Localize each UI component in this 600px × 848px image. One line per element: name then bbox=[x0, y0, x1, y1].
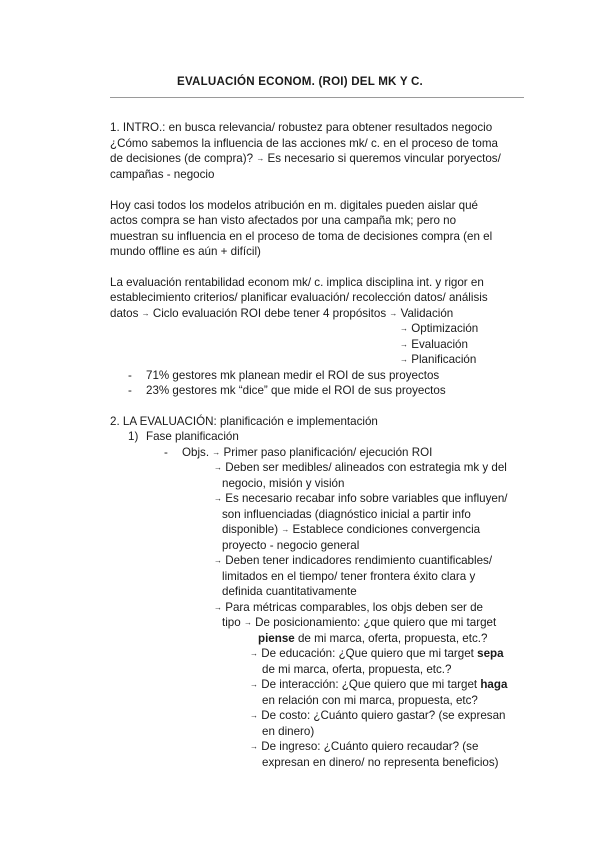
bullet-dash: - bbox=[164, 446, 168, 459]
objective-3-line-1 bbox=[214, 553, 492, 569]
type-1-bold-word: piense bbox=[258, 632, 295, 645]
type-4-line-2: en dinero) bbox=[262, 725, 315, 738]
arrow-icon: → bbox=[214, 463, 222, 472]
objective-2-line-1 bbox=[214, 491, 508, 507]
objective-4-text: Para métricas comparables, los objs deben ser de bbox=[225, 601, 484, 614]
p2-line-1: Hoy casi todos los modelos atribución en m. digitales pueden aislar qué bbox=[110, 199, 478, 212]
purpose-item bbox=[400, 321, 478, 337]
title-divider bbox=[110, 97, 524, 98]
arrow-icon: → bbox=[281, 525, 290, 534]
objective-2-line-3 bbox=[222, 522, 480, 538]
intro-line-4: campañas - negocio bbox=[110, 168, 215, 181]
type-2-text: De educación: ¿Que quiero que mi target bbox=[261, 647, 478, 660]
type-2-line-1 bbox=[250, 646, 504, 662]
type-3-bold-word: haga bbox=[480, 678, 508, 691]
objective-2-line-4: proyecto - negocio general bbox=[222, 539, 360, 552]
list-number: 1) bbox=[128, 430, 139, 443]
arrow-icon: → bbox=[214, 494, 222, 503]
arrow-icon: → bbox=[400, 324, 408, 333]
type-3-line-2: en relación con mi marca, propuesta, etc? bbox=[262, 694, 478, 707]
type-2-line-2: de mi marca, oferta, propuesta, etc.? bbox=[262, 663, 452, 676]
arrow-icon: → bbox=[400, 355, 408, 364]
arrow-icon: → bbox=[256, 154, 265, 163]
p3-line-2: establecimiento criterios/ planificar evaluación/ recolección datos/ análisis bbox=[110, 291, 488, 304]
arrow-icon: → bbox=[250, 680, 258, 689]
bullet-dash: - bbox=[128, 384, 132, 397]
arrow-icon: → bbox=[212, 448, 221, 457]
intro-line-1: 1. INTRO.: en busca relevancia/ robustez para obtener resultados negocio bbox=[110, 121, 493, 134]
document-title: EVALUACIÓN ECONOM. (ROI) DEL MK Y C. bbox=[177, 75, 423, 88]
objective-1-line-2: negocio, misión y visión bbox=[222, 477, 345, 490]
type-1-line-1 bbox=[222, 615, 496, 631]
objs-line bbox=[182, 445, 432, 461]
arrow-icon: → bbox=[400, 340, 408, 349]
arrow-icon: → bbox=[243, 618, 252, 627]
objective-3-text: Deben tener indicadores rendimiento cuantificables/ bbox=[225, 554, 493, 567]
objective-2-text: Es necesario recabar info sobre variables que influyen/ bbox=[225, 492, 508, 505]
type-3-line-1 bbox=[250, 677, 507, 693]
phase-label: Fase planificación bbox=[146, 430, 239, 443]
objective-2-text-3: disponible) bbox=[222, 523, 279, 536]
section-2-heading: 2. LA EVALUACIÓN: planificación e implementación bbox=[110, 415, 378, 428]
objective-3-line-3: definida cuantitativamente bbox=[222, 585, 357, 598]
type-5-text: De ingreso: ¿Cuánto quiero recaudar? (se bbox=[261, 740, 479, 753]
p2-line-4: mundo offline es aún + difícil) bbox=[110, 245, 261, 258]
purpose-item bbox=[400, 352, 476, 368]
objective-2-line-2: son influenciadas (diagnóstico inicial a partir info bbox=[222, 508, 471, 521]
intro-line-3-text: de decisiones (de compra)? bbox=[110, 152, 254, 165]
type-1-line-2 bbox=[258, 631, 487, 647]
type-5-line-1 bbox=[250, 739, 478, 755]
purpose-item bbox=[400, 337, 468, 353]
purpose-item-2: Optimización bbox=[411, 322, 479, 335]
intro-line-3-tail: Es necesario si queremos vincular poryectos/ bbox=[267, 152, 501, 165]
type-3-text: De interacción: ¿Que quiero que mi target bbox=[261, 678, 481, 691]
arrow-icon: → bbox=[250, 711, 258, 720]
type-5-line-2: expresan en dinero/ no representa beneficios) bbox=[262, 756, 499, 769]
objs-label: Objs. bbox=[182, 446, 210, 459]
arrow-icon: → bbox=[250, 742, 258, 751]
p3-line-3-tail: Ciclo evaluación ROI debe tener 4 propósitos bbox=[152, 307, 387, 320]
p2-line-2: actos compra se han visto afectados por una campaña mk; pero no bbox=[110, 214, 457, 227]
type-1-text-2: de mi marca, oferta, propuesta, etc.? bbox=[294, 632, 488, 645]
type-4-line-1 bbox=[250, 708, 505, 724]
p2-line-3: muestran su influencia en el proceso de toma de decisiones compra (en el bbox=[110, 230, 493, 243]
arrow-icon: → bbox=[389, 309, 398, 318]
p3-line-3-text: datos bbox=[110, 307, 139, 320]
stat-bullet-2: 23% gestores mk “dice” que mide el ROI de sus proyectos bbox=[146, 384, 446, 397]
objective-3-line-2: limitados en el tiempo/ tener frontera éxito clara y bbox=[222, 570, 476, 583]
arrow-icon: → bbox=[141, 309, 150, 318]
objs-text: Primer paso planificación/ ejecución ROI bbox=[223, 446, 433, 459]
arrow-icon: → bbox=[214, 603, 222, 612]
objective-2-tail: Establece condiciones convergencia bbox=[292, 523, 481, 536]
objective-4-line-1 bbox=[214, 600, 483, 616]
arrow-icon: → bbox=[214, 556, 222, 565]
purpose-item-4: Planificación bbox=[411, 353, 477, 366]
bullet-dash: - bbox=[128, 369, 132, 382]
type-1-text: De posicionamiento: ¿que quiero que mi target bbox=[255, 616, 497, 629]
type-2-bold-word: sepa bbox=[477, 647, 504, 660]
purpose-item-3: Evaluación bbox=[411, 338, 468, 351]
intro-line-2: ¿Cómo sabemos la influencia de las acciones mk/ c. en el proceso de toma bbox=[110, 137, 498, 150]
tipo-label: tipo bbox=[222, 616, 241, 629]
p3-line-3 bbox=[110, 306, 453, 322]
objective-1-line-1 bbox=[214, 460, 507, 476]
purpose-item-1: Validación bbox=[400, 307, 454, 320]
p3-line-1: La evaluación rentabilidad econom mk/ c. implica disciplina int. y rigor en bbox=[110, 276, 484, 289]
objective-1-text: Deben ser medibles/ alineados con estrategia mk y del bbox=[225, 461, 507, 474]
arrow-icon: → bbox=[250, 649, 258, 658]
type-4-text: De costo: ¿Cuánto quiero gastar? (se expresan bbox=[261, 709, 506, 722]
intro-line-3 bbox=[110, 151, 501, 167]
stat-bullet-1: 71% gestores mk planean medir el ROI de sus proyectos bbox=[146, 369, 440, 382]
